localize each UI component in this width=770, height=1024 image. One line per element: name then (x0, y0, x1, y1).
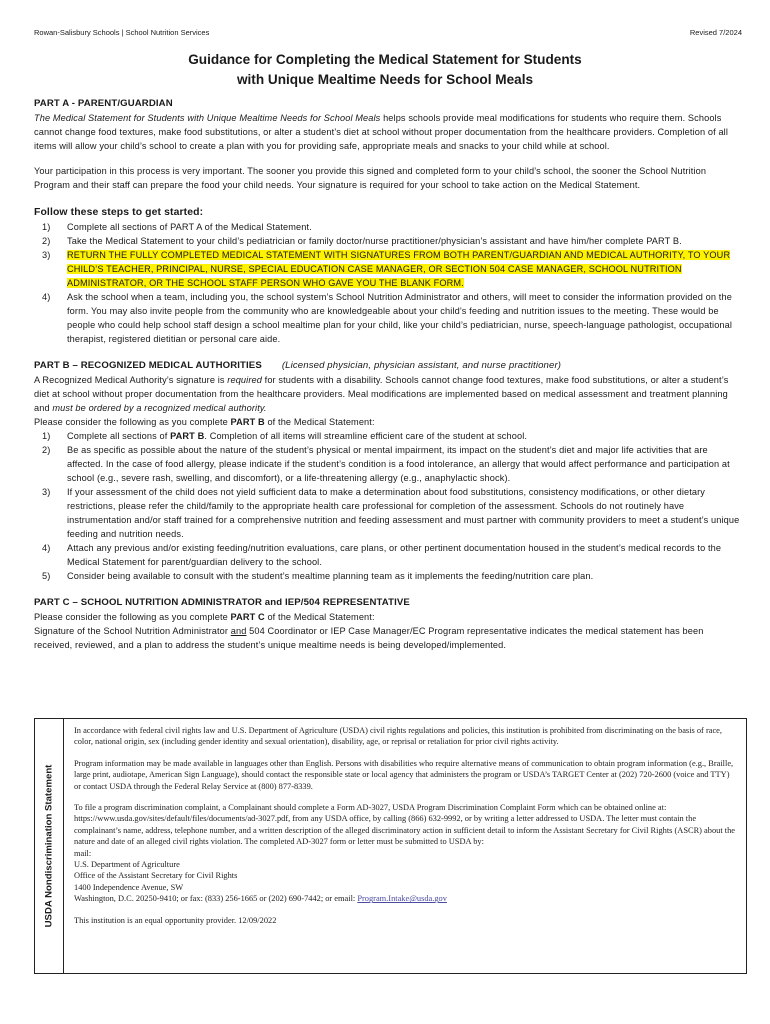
list-item (34, 569, 740, 583)
step-number: 3) (42, 250, 51, 260)
nondiscrimination-side-panel (35, 719, 64, 973)
address-line: mail: (74, 848, 92, 858)
text: . Completion of all items will streamline efficient care of the student at school. (204, 431, 528, 441)
step-text: Ask the school when a team, including you, the school system’s School Nutrition Administrator and others, will meet to consider the information provided on the form. You may also invite people from the community who are knowledgeable about your child’s feeding and nutrition issues to the meeting. These would be people who could help school staff design a school mealtime plan for your child, like your child’s pediatrician, nurse, speech-language pathologist, occupational therapist, registered dietitian or personal care aide. (67, 292, 733, 344)
step-text: If your assessment of the child does not yield sufficient data to make a determination about food substitutions, consistency modifications, or other dietary restrictions, please refer the child/family to the appropriate health care professional for completion of the assessment. Schools do not routinely have instrumentation and/or staff trained for a comprehensive nutrition and feeding assessment and must partner with community providers to meet a student’s unique feeding and nutrition needs. (67, 487, 740, 539)
nondiscrimination-paragraph-1: In accordance with federal civil rights law and U.S. Department of Agriculture (USDA) civil rights regulations and policies, this institution is prohibited from discriminating on the basis of race, color, national origin, sex (including gender identity and sexual orientation), disability, age, or reprisal or retaliation for prior civil rights activity. (74, 726, 722, 747)
part-b-paragraph-1 (34, 373, 740, 415)
nondiscrimination-text (64, 719, 746, 973)
part-a-paragraph-2: Your participation in this process is very important. The sooner you provide this signed and completed form to your child’s school, the sooner the School Nutrition Program and their staff can prepare the food your child needs. Your signature is required for your school to take action on the Medical Statement. (34, 166, 707, 190)
text-bold: PART B (170, 431, 205, 441)
step-number: 2) (42, 445, 51, 455)
list-item (34, 220, 740, 234)
step-text (67, 429, 740, 443)
step-text: Take the Medical Statement to your child’s pediatrician or family doctor/nurse practitioner/physician’s assistant and have him/her complete PART B. (67, 236, 682, 246)
equal-opportunity-line: This institution is an equal opportunity provider. 12/09/2022 (74, 915, 277, 925)
list-item (34, 541, 740, 569)
document-body (34, 97, 740, 652)
text-bold: PART C (230, 612, 265, 622)
part-c-paragraph-2 (34, 624, 740, 652)
step-text: Consider being available to consult with the student’s mealtime planning team as it implements the feeding/nutrition care plan. (67, 571, 594, 581)
text: Washington, D.C. 20250-9410; or fax: (833) 256-1665 or (202) 690-7442; or email: (74, 894, 358, 904)
text: of the Medical Statement: (264, 612, 375, 622)
part-a-heading: PART A - PARENT/GUARDIAN (34, 98, 173, 109)
text: Please consider the following as you complete (34, 612, 231, 622)
form-title-italic: The Medical Statement for Students with Unique Mealtime Needs for School Meals (34, 113, 381, 123)
steps-heading: Follow these steps to get started: (34, 207, 204, 218)
nondiscrimination-paragraph-2: Program information may be made available in languages other than English. Persons with disabilities who require alternative means of communication to obtain program information (e.g., Braille, large print, audiotape, American Sign Language), should contact the responsible state or local agency that administers the program or USDA’s TARGET Center at (202) 720-2600 (voice and TTY) or contact USDA through the Federal Relay Service at (800) 877-8339. (74, 758, 734, 791)
step-number: 3) (42, 487, 51, 497)
text-italic: required (227, 375, 262, 385)
step-number: 1) (42, 222, 51, 232)
address-line: U.S. Department of Agriculture (74, 860, 180, 870)
step-number: 1) (42, 431, 51, 441)
list-item (34, 234, 740, 248)
title-line-2: with Unique Mealtime Needs for School Meals (236, 72, 534, 87)
title-line-1: Guidance for Completing the Medical Statement for Students (188, 52, 582, 67)
highlighted-step-text: RETURN THE FULLY COMPLETED MEDICAL STATEMENT WITH SIGNATURES FROM BOTH PARENT/GUARDIAN AND MEDICAL AUTHORITY, TO YOUR CHILD’S TEACHER, PRINCIPAL, NURSE, SPECIAL EDUCATION CASE MANAGER, OR SECTION 504 CASE MANAGER, SCHOOL NUTRITION ADMINISTRATOR, OR THE SCHOOL STAFF PERSON WHO GAVE YOU THE BLANK FORM. (67, 250, 731, 288)
address-line: 1400 Independence Avenue, SW (74, 882, 184, 892)
part-c-heading: PART C – SCHOOL NUTRITION ADMINISTRATOR and IEP/504 REPRESENTATIVE (34, 597, 410, 608)
text: of the Medical Statement: (264, 417, 375, 427)
part-b-steps-list (34, 429, 740, 583)
list-item (34, 248, 740, 290)
part-b-heading (34, 359, 740, 373)
page-header (34, 28, 742, 37)
part-a-paragraph-1 (34, 111, 740, 153)
step-text: Be as specific as possible about the nature of the student’s physical or mental impairment, its impact on the student’s diet and major life activities that are affected. In the case of food allergy, please indicate if the student’s condition is a food intolerance, an allergy that would affect performance and participation at school (e.g., severe rash, swelling, and discomfort), or a life-threatening allergy (e.g., anaphylactic shock). (67, 445, 730, 483)
text-underlined: and (230, 626, 247, 636)
part-a-steps-list (34, 220, 740, 346)
address-line (74, 893, 738, 904)
step-number: 4) (42, 543, 51, 553)
text-italic: must be ordered by a recognized medical authority. (52, 403, 267, 413)
part-b-paragraph-2 (34, 415, 740, 429)
part-b-heading-text: PART B – RECOGNIZED MEDICAL AUTHORITIES (34, 360, 262, 371)
text: for students with a disability. Schools cannot change food textures, make food substitutions, or alter a student’s diet at school without proper documentation from the healthcare providers. Meal modifications are implemented based on medical assessment and treatment planning and (34, 375, 729, 413)
step-number: 4) (42, 292, 51, 302)
part-c-paragraph-1 (34, 610, 740, 624)
step-number: 2) (42, 236, 51, 246)
list-item (34, 443, 740, 485)
nondiscrimination-paragraph-3: To file a program discrimination complaint, a Complainant should complete a Form AD-3027, USDA Program Discrimination Complaint Form which can be obtained online at: https://www.usda.gov/sites/default/files/documents/ad-3027.pdf, from any USDA office, by calling (866) 632-9992, or by writing a letter addressed to USDA. The letter must contain the complainant’s name, address, telephone number, and a written description of the alleged discriminatory action in sufficient detail to inform the Assistant Secretary for Civil Rights (ASCR) about the nature and date of an alleged civil rights violation. The completed AD-3027 form or letter must be submitted to USDA by: (74, 803, 735, 847)
document-title (0, 50, 770, 90)
list-item (34, 290, 740, 346)
header-organization: Rowan-Salisbury Schools | School Nutrition Services (34, 28, 210, 37)
header-revision-date: Revised 7/2024 (689, 28, 742, 37)
email-link[interactable]: Program.Intake@usda.gov (357, 894, 447, 904)
nondiscrimination-statement-box (34, 718, 747, 974)
part-a-paragraph-1-text: helps schools provide meal modifications for students who require them. Schools cannot change food textures, make food substitutions, or alter a student’s diet at school without proper documentation from the healthcare providers. Completion of all items will allow your child’s school to create a plan with you for providing safe, appropriate meals and snacks to your child while at school. (34, 113, 729, 151)
list-item (34, 485, 740, 541)
address-line: Office of the Assistant Secretary for Civil Rights (74, 871, 238, 881)
text: Signature of the School Nutrition Administrator (34, 626, 231, 636)
text: Complete all sections of (67, 431, 171, 441)
text-bold: PART B (230, 417, 265, 427)
list-item (34, 429, 740, 443)
text: Please consider the following as you complete (34, 417, 231, 427)
nondiscrimination-side-label: USDA Nondiscrimination Statement (43, 764, 55, 928)
step-text: Complete all sections of PART A of the Medical Statement. (67, 222, 312, 232)
text: A Recognized Medical Authority’s signature is (34, 375, 228, 385)
step-number: 5) (42, 571, 51, 581)
step-text: Attach any previous and/or existing feeding/nutrition evaluations, care plans, or other pertinent documentation housed in the student’s medical records to the Medical Statement for parent/guardian delivery to the school. (67, 543, 722, 567)
text: 504 Coordinator or IEP Case Manager/EC Program representative indicates the medical statement has been received, reviewed, and a plan to address the student’s unique mealtime needs is being developed/implemented. (34, 626, 704, 650)
part-b-subheading: (Licensed physician, physician assistant, and nurse practitioner) (281, 360, 562, 371)
